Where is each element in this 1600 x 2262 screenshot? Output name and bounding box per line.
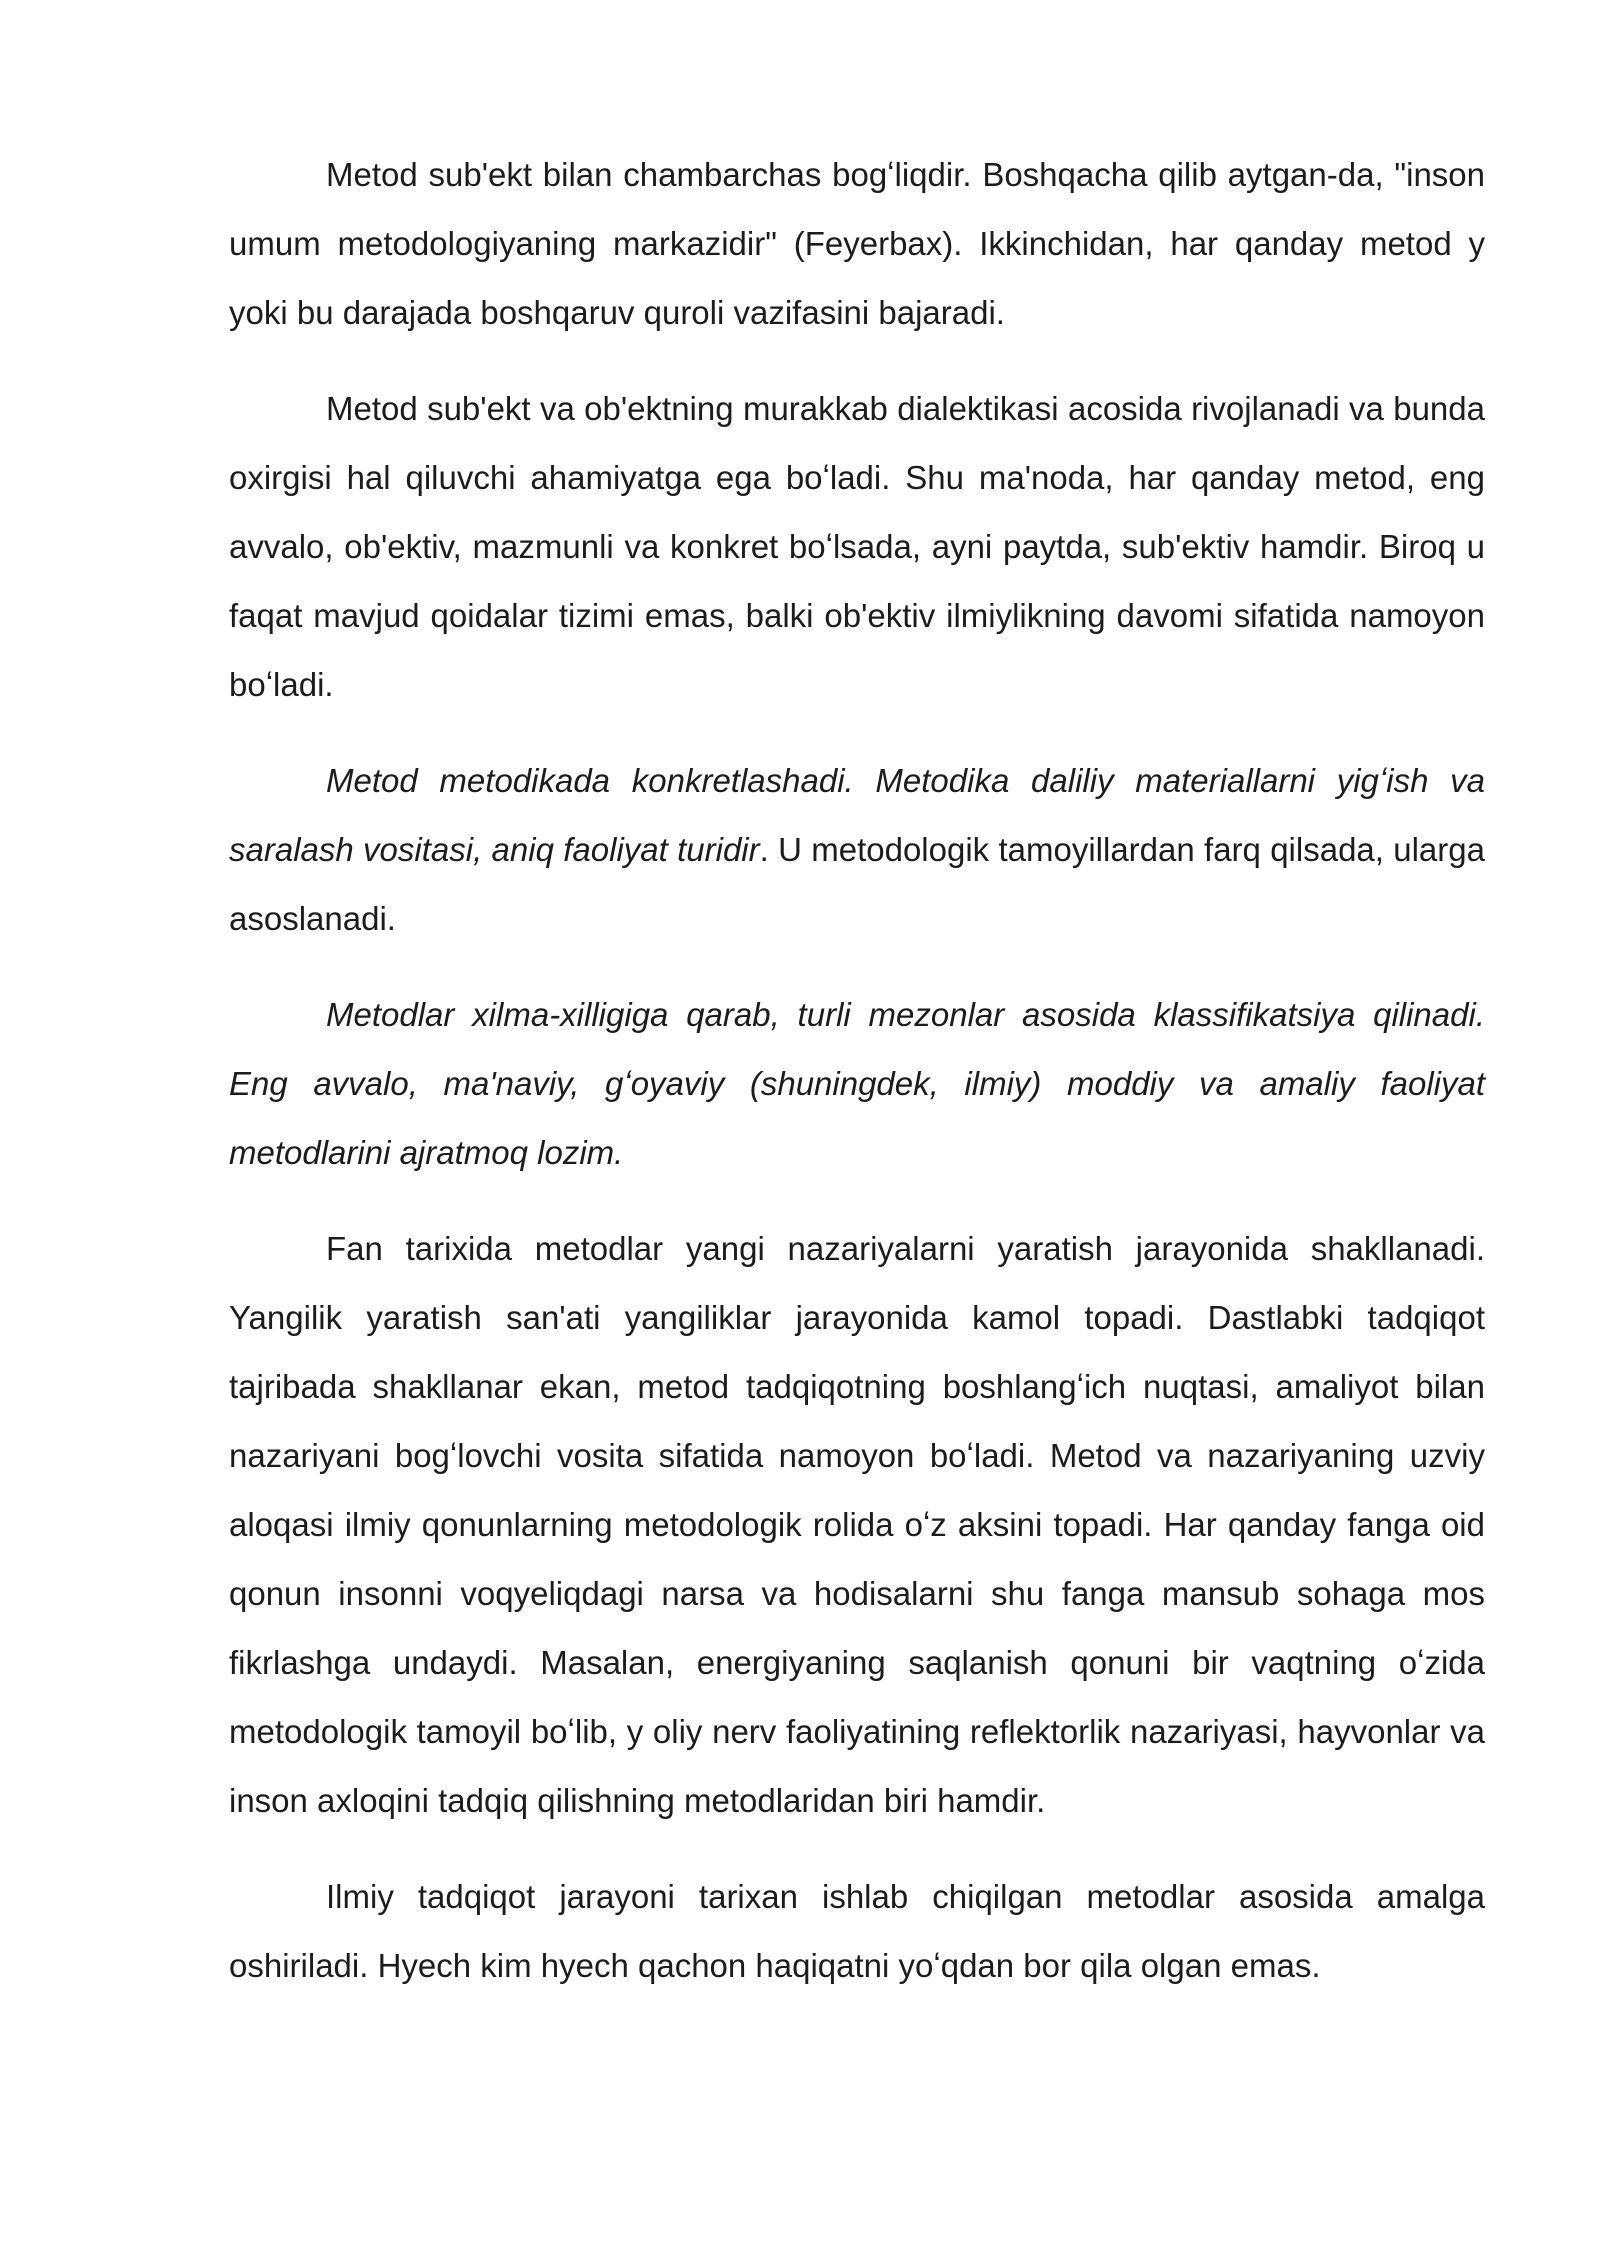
- paragraph-3: [229, 746, 1485, 953]
- paragraph-2: Metod sub'ekt va ob'ektning murakkab dialektikasi acosida rivojlanadi va bunda oxirgisi hal qiluvchi ahamiyatga ega boʻladi. Shu ma'noda, har qanday metod, eng avvalo, ob'ektiv, mazmunli va konkret boʻlsada, ayni paytda, sub'ektiv hamdir. Biroq u faqat mavjud qoidalar tizimi emas, balki ob'ektiv ilmiylikning davomi sifatida namoyon boʻladi.: [229, 390, 1485, 703]
- document-body: [229, 140, 1485, 2027]
- paragraph-1: Metod sub'ekt bilan chambarchas bogʻliqdir. Boshqacha qilib aytgan-da, "inson umum metodologiyaning markazidir" (Feyerbax). Ikkinchidan, har qanday metod y yoki bu darajada boshqaruv quroli vazifasini bajaradi.: [229, 156, 1485, 331]
- paragraph-3-normal-text: . U metodologik tamoyillardan farq qilsada, ularga asoslanadi.: [229, 831, 1485, 937]
- paragraph-4: Metodlar xilma-xilligiga qarab, turli mezonlar asosida klassifikatsiya qilinadi. Eng avvalo, ma'naviy, gʻoyaviy (shuningdek, ilmiy) moddiy va amaliy faoliyat metodlarini ajratmoq lozim.: [229, 996, 1485, 1171]
- paragraph-3-italic-text: Metod metodikada konkretlashadi. Metodika daliliy materiallarni yigʻish va saralash vositasi, aniq faoliyat turidir: [229, 762, 1485, 868]
- paragraph-5: Fan tarixida metodlar yangi nazariyalarni yaratish jarayonida shakllanadi. Yangilik yaratish san'ati yangiliklar jarayonida kamol topadi. Dastlabki tadqiqot tajribada shakllanar ekan, metod tadqiqotning boshlangʻich nuqtasi, amaliyot bilan nazariyani bogʻlovchi vosita sifatida namoyon boʻladi. Metod va nazariyaning uzviy aloqasi ilmiy qonunlarning metodologik rolida oʻz aksini topadi. Har qanday fanga oid qonun insonni voqyeliqdagi narsa va hodisalarni shu fanga mansub sohaga mos fikrlashga undaydi. Masalan, energiyaning saqlanish qonuni bir vaqtning oʻzida metodologik tamoyil boʻlib, y oliy nerv faoliyatining reflektorlik nazariyasi, hayvonlar va inson axloqini tadqiq qilishning metodlaridan biri hamdir.: [229, 1230, 1485, 1819]
- paragraph-6: Ilmiy tadqiqot jarayoni tarixan ishlab chiqilgan metodlar asosida amalga oshiriladi. Hyech kim hyech qachon haqiqatni yoʻqdan bor qila olgan emas.: [229, 1878, 1485, 1984]
